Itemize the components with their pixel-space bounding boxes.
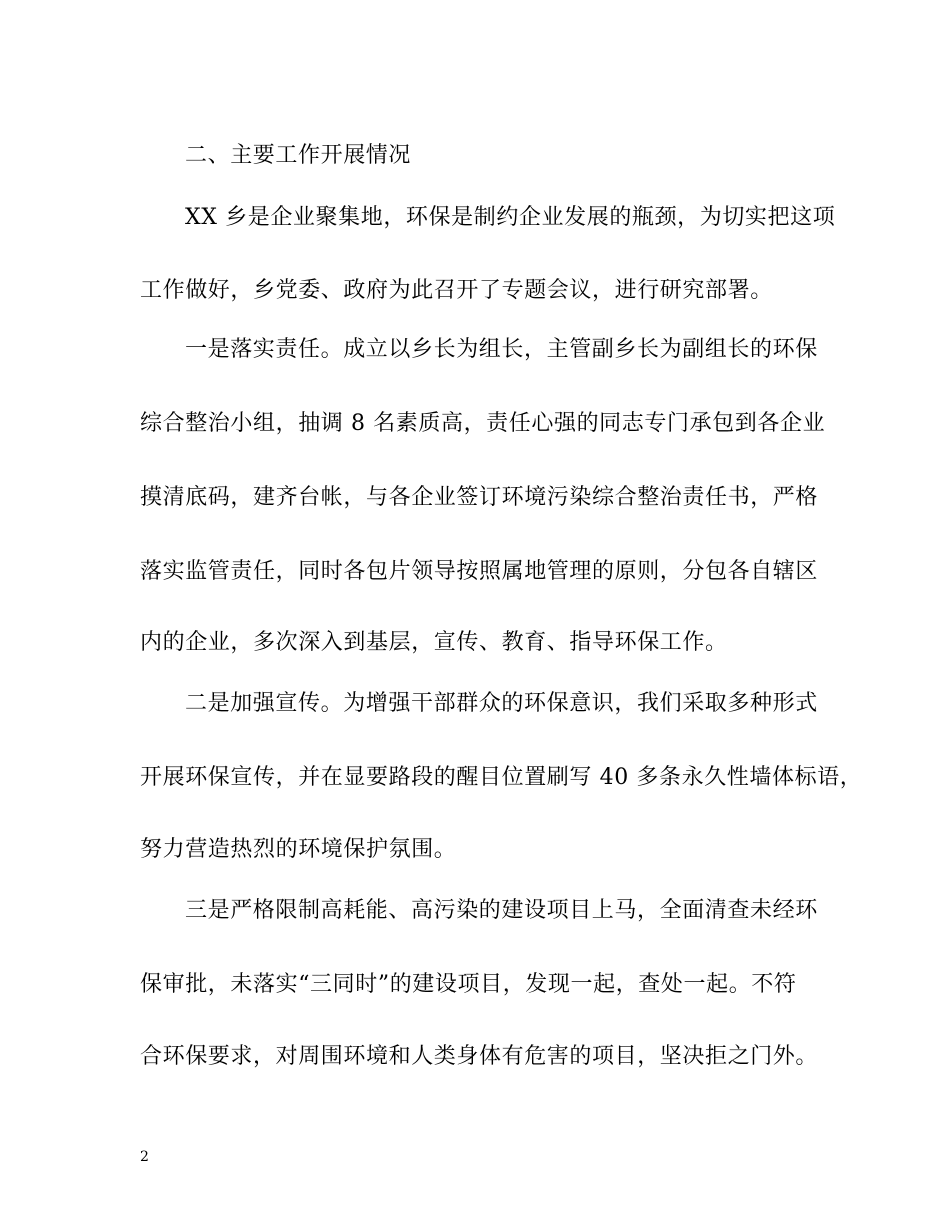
page-number: 2 (140, 1149, 149, 1165)
paragraph-line: 三是严格限制高耗能、高污染的建设项目上马，全面清查未经环 (185, 898, 818, 923)
paragraph-line: 努力营造热烈的环境保护氛围。 (140, 837, 457, 862)
paragraph-line: 内的企业，多次深入到基层，宣传、教育、指导环保工作。 (140, 630, 728, 655)
section-heading: 二、主要工作开展情况 (185, 143, 412, 168)
paragraph-line: 保审批，未落实“三同时”的建设项目，发现一起，查处一起。不符 (140, 972, 797, 997)
paragraph-line: 工作做好，乡党委、政府为此召开了专题会议，进行研究部署。 (140, 278, 773, 303)
paragraph-line: 二是加强宣传。为增强干部群众的环保意识，我们采取多种形式 (185, 691, 818, 716)
paragraph-line: XX 乡是企业聚集地，环保是制约企业发展的瓶颈，为切实把这项 (185, 205, 836, 230)
paragraph-line: 摸清底码，建齐台帐，与各企业签订环境污染综合整治责任书，严格 (140, 485, 819, 510)
paragraph-line: 综合整治小组，抽调 8 名素质高，责任心强的同志专门承包到各企业 (140, 411, 826, 436)
paragraph-line: 一是落实责任。成立以乡长为组长，主管副乡长为副组长的环保 (185, 337, 818, 362)
paragraph-line: 合环保要求，对周围环境和人类身体有危害的项目，坚决拒之门外。 (140, 1044, 819, 1069)
paragraph-line: 开展环保宣传，并在显要路段的醒目位置刷写 40 多条永久性墙体标语， (140, 765, 863, 790)
paragraph-line: 落实监管责任，同时各包片领导按照属地管理的原则，分包各自辖区 (140, 559, 819, 584)
